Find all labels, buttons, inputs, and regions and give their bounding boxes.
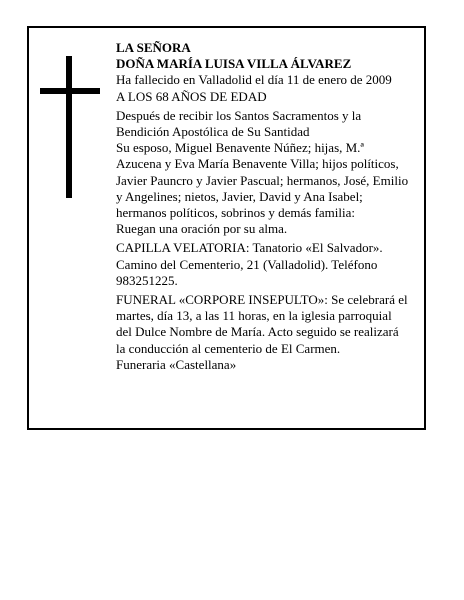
paragraph-line: del Dulce Nombre de María. Acto seguido se realizará xyxy=(116,324,399,340)
paragraph-line: CAPILLA VELATORIA: Tanatorio «El Salvador». xyxy=(116,240,383,256)
sacraments-paragraph xyxy=(116,108,430,140)
notice-text xyxy=(116,40,430,373)
paragraph-line: Azucena y Eva María Benavente Villa; hijos políticos, xyxy=(116,156,399,172)
funeral-home: Funeraria «Castellana» xyxy=(116,356,237,372)
paragraph-line: y Angelines; nietos, Javier, David y Ana Isabel; xyxy=(116,188,363,204)
notice-header: LA SEÑORA xyxy=(116,40,191,55)
family-paragraph xyxy=(116,140,430,237)
funeral-paragraph xyxy=(116,292,430,357)
paragraph-line: Camino del Cementerio, 21 (Valladolid). Teléfono xyxy=(116,256,378,272)
paragraph-line: martes, día 13, a las 11 horas, en la iglesia parroquial xyxy=(116,308,392,324)
deceased-name: DOÑA MARÍA LUISA VILLA ÁLVAREZ xyxy=(116,56,352,72)
paragraph-line: FUNERAL «CORPORE INSEPULTO»: Se celebrará el xyxy=(116,292,408,308)
death-statement: Ha fallecido en Valladolid el día 11 de enero de 2009 xyxy=(116,72,392,88)
paragraph-line: Su esposo, Miguel Benavente Núñez; hijas, M.ª xyxy=(116,140,365,156)
cross-horizontal-bar xyxy=(40,88,100,94)
paragraph-line: 983251225. xyxy=(116,272,178,288)
paragraph-line: la conducción al cementerio de El Carmen. xyxy=(116,340,341,356)
age-statement: A LOS 68 AÑOS DE EDAD xyxy=(116,88,267,104)
paragraph-line: Después de recibir los Santos Sacramentos y la xyxy=(116,107,362,123)
paragraph-line: Bendición Apostólica de Su Santidad xyxy=(116,124,310,140)
paragraph-line: Ruegan una oración por su alma. xyxy=(116,221,288,237)
paragraph-line: hermanos políticos, sobrinos y demás familia: xyxy=(116,205,356,221)
chapel-paragraph xyxy=(116,240,430,289)
obituary-notice xyxy=(27,26,426,430)
paragraph-line: Javier Pauncro y Javier Pascual; hermanos, José, Emilio xyxy=(116,172,409,188)
cross-vertical-bar xyxy=(66,56,72,198)
